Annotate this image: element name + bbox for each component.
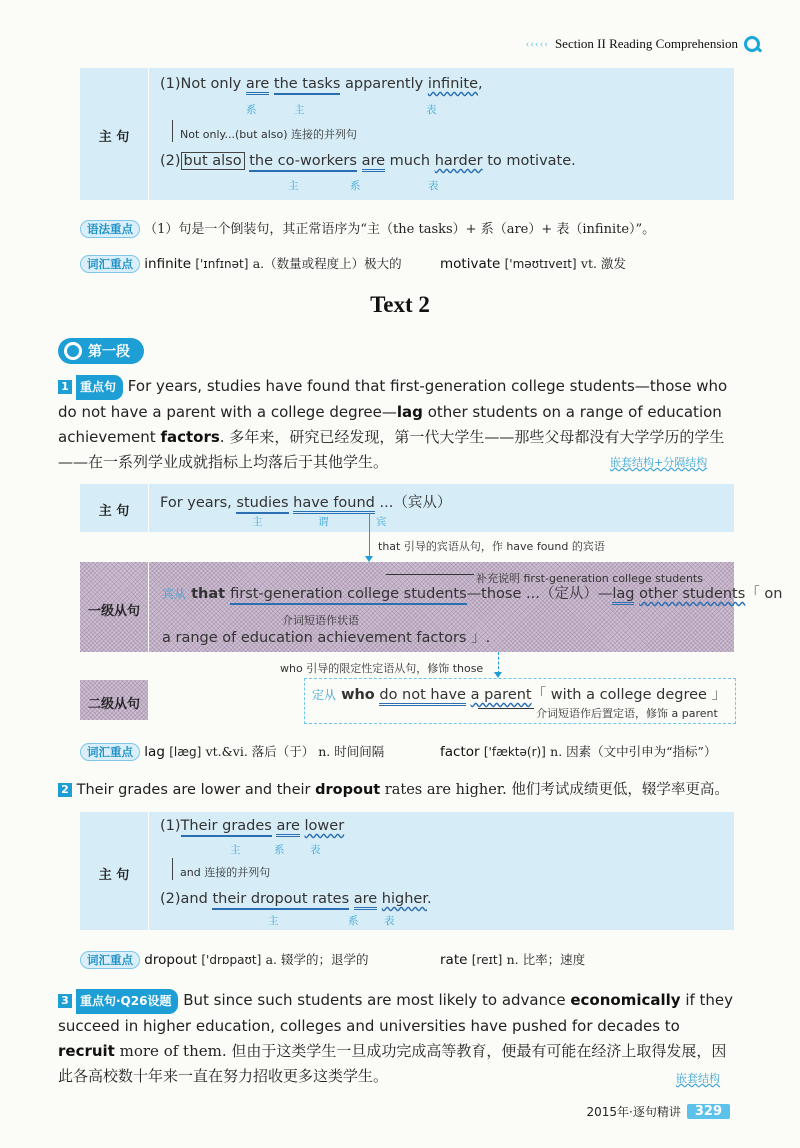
search-q-icon <box>744 36 760 52</box>
sentence-line-2: (2) but also the co-workers are much harder to motivate. <box>160 153 576 169</box>
vocab-row-2: 词汇重点 lag [læg] vt.&vi. 落后（于） n. 时间间隔 <box>80 742 384 761</box>
that-clause-note: that 引导的宾语从句，作 have found 的宾语 <box>378 540 605 553</box>
who-clause-note: who 引导的限定性定语从句，修饰 those <box>280 662 484 675</box>
level1-line-2: a range of education achievement factors 」. <box>162 630 491 646</box>
verb-are: are <box>246 76 269 95</box>
key-sentence-tag: 重点句·Q26设题 <box>76 989 178 1014</box>
parallel-note: Not only...(but also) 连接的并列句 <box>180 128 358 141</box>
predicative-harder: harder <box>434 153 483 169</box>
chevrons-icon: ‹‹‹‹‹ <box>525 38 549 50</box>
grammar-tag: 语法重点 <box>80 220 140 238</box>
vocab-row-3b: rate [reɪt] n. 比率；速度 <box>440 952 586 968</box>
prep-adverbial-note: 介词短语作状语 <box>282 614 359 627</box>
vocab-row-1b: motivate ['məʊtɪveɪt] vt. 激发 <box>440 256 626 272</box>
text-title: Text 2 <box>370 292 430 317</box>
vocab-row-3: 词汇重点 dropout ['drɒpaʊt] a. 辍学的；退学的 <box>80 950 368 969</box>
structure-note-1: 嵌套结构+分隔结构 <box>610 456 708 469</box>
sentence-2: 2 Their grades are lower and their dropout rates are higher. 他们考试成绩更低，辍学率更高。 <box>58 778 748 803</box>
running-header <box>526 36 760 52</box>
postmodifier-note: 介词短语作后置定语，修饰 a parent <box>536 707 718 720</box>
verb-are-2: are <box>362 153 385 172</box>
appositive-note: 补充说明 first-generation college students <box>476 572 703 585</box>
subject-coworkers: the co-workers <box>249 153 357 172</box>
subject-tasks: the tasks <box>274 76 340 95</box>
predicative-infinite: infinite <box>427 76 479 92</box>
vocab-row-1: 词汇重点 infinite ['ɪnfɪnət] a.（数量或程度上）极大的 <box>80 254 402 273</box>
main-clause-label: 主 句 <box>98 130 130 145</box>
level1-line: 宾从 that first-generation college students—those ...（定从）—lag other students「 on <box>162 582 782 603</box>
page-footer <box>587 1103 731 1120</box>
page-number: 329 <box>687 1104 730 1119</box>
sentence-3-line-1: (1)Their grades are lower <box>160 818 344 834</box>
search-q-icon <box>64 342 82 360</box>
conjunction-but-also: but also <box>181 152 245 170</box>
paragraph-badge: 第一段 <box>58 338 144 364</box>
sentence-3-line-2: (2)and their dropout rates are higher. <box>160 891 432 907</box>
sentence-3: 3 重点句·Q26设题 But since such students are most likely to advance economically if they succeed in higher education, colleges and universities have pushed for decades to recruit more of them. 但由于这类学生一旦成功完成高等教育，便最有可能在经济上取得发展，因此各高校数十年来一直在努力招收更多这类学生。 <box>58 991 734 1085</box>
sentence-number: 1 <box>58 380 72 394</box>
vocab-row-2b: factor ['fæktə(r)] n. 因素（文中引申为“指标”） <box>440 744 717 760</box>
section-title: Section II Reading Comprehension <box>554 36 738 51</box>
book-title: 2015年·逐句精讲 <box>586 1105 681 1119</box>
vocab-tag: 词汇重点 <box>80 255 140 273</box>
sentence-1: 1 重点句 For years, studies have found that first-generation college students—those who do not have a parent with a college degree—lag other students on a range of education achievement factors. 多年来，研究已经发现，第一代大学生——那些父母都没有大学学历的学生——在一系列学业成就指标上均落后于其他学生。 <box>58 377 728 471</box>
sentence-line-1: (1)Not only are the tasks apparently infinite, <box>160 76 483 92</box>
grammar-note: 语法重点 （1）句是一个倒装句，其正常语序为“主（the tasks）+ 系（are）+ 表（infinite）”。 <box>80 218 655 238</box>
structure-note-3: 嵌套结构 <box>676 1072 720 1085</box>
main-clause-line: For years, studies have found ...（宾从） <box>160 491 451 512</box>
key-sentence-tag: 重点句 <box>76 375 123 400</box>
level2-line: 定从 who do not have a parent「 with a college degree 」 <box>312 683 726 704</box>
